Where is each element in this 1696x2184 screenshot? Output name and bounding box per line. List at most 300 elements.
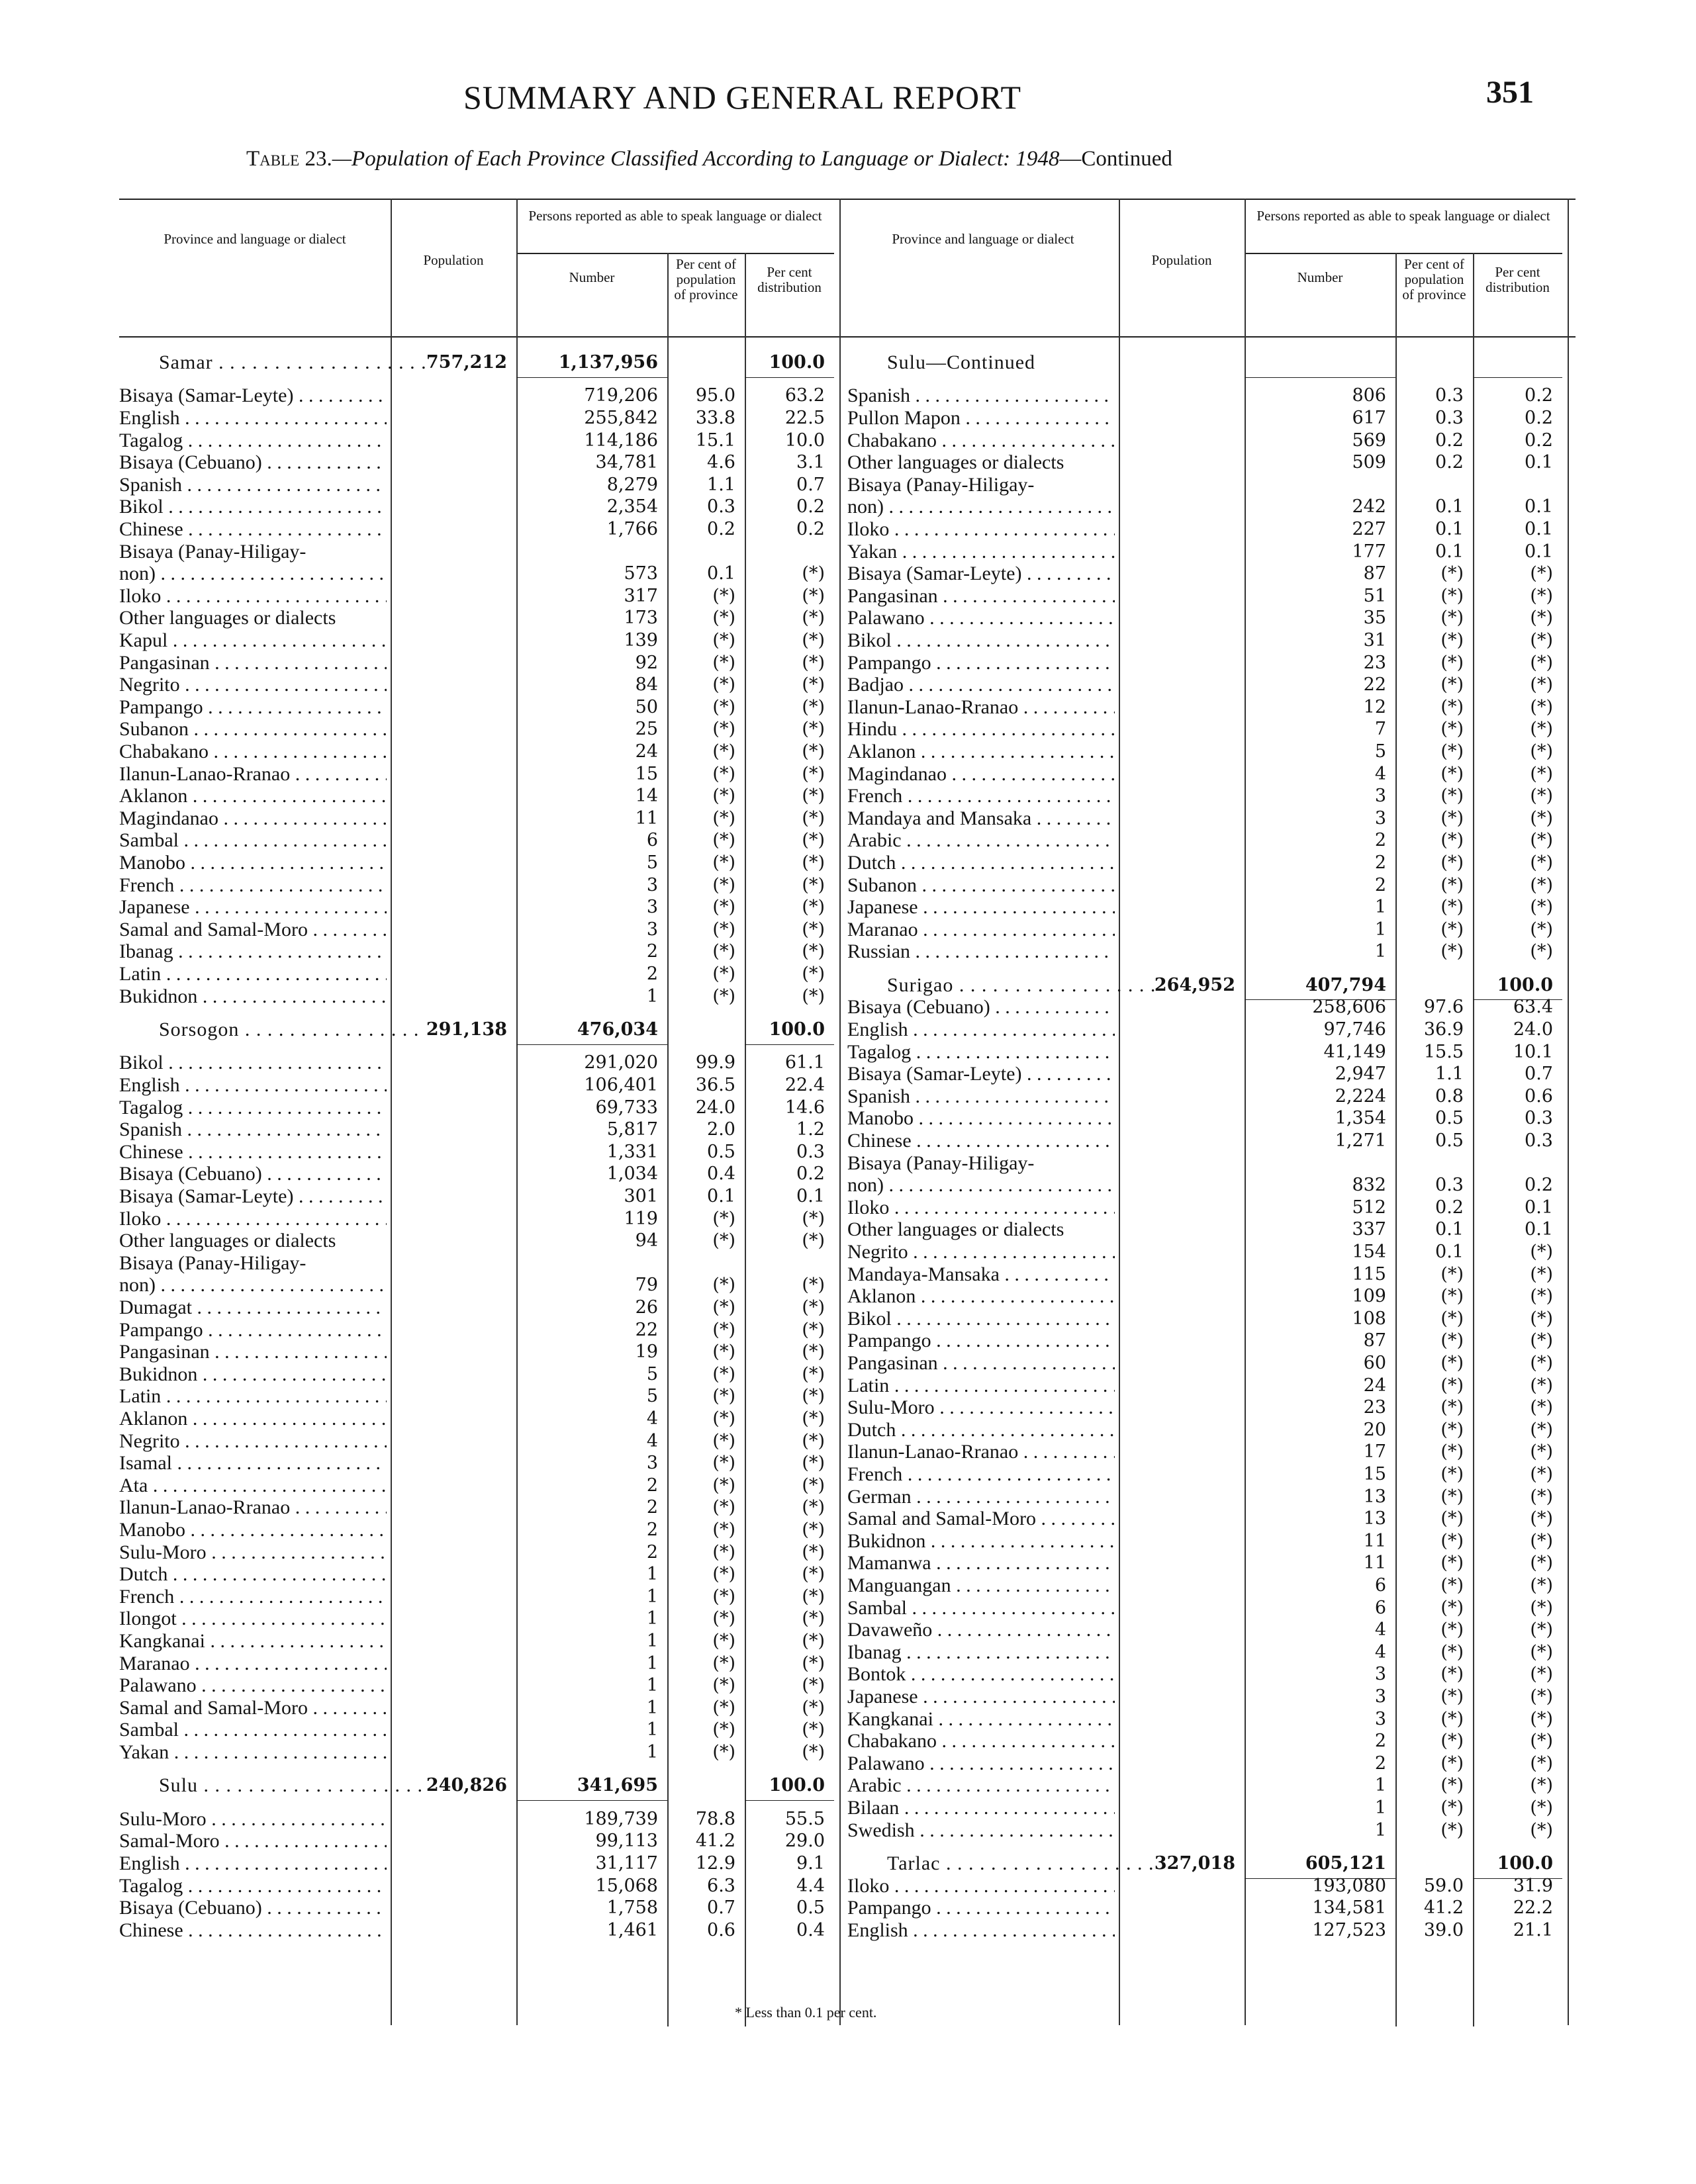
language-row [119,1564,847,1585]
per-cent-population-value: 0.2 [1435,1197,1464,1218]
per-cent-distribution-value: (*) [802,1208,825,1229]
speakers-number: 1 [1374,1797,1386,1818]
speakers-number [516,1253,658,1274]
per-cent-distribution-value: (*) [1530,1441,1553,1462]
province-total-rule [1473,377,1562,378]
language-name: Ilanun-Lanao-Rranao . . . [847,1441,1115,1463]
per-cent-distribution-value: (*) [802,1408,825,1429]
language-name: non) . . . [119,563,387,584]
per-cent-distribution-value: (*) [802,697,825,717]
language-row [119,1586,847,1608]
per-cent-distribution-value: (*) [1530,1709,1553,1729]
language-name: Bisaya (Panay-Hiligay- [847,1153,1035,1174]
population-column-header: Population [423,252,484,268]
per-cent-distribution-value: 0.7 [1525,1064,1553,1084]
language-row [119,1719,847,1741]
language-name: Bisaya (Cebuano) . . . [847,997,1115,1018]
language-name: Latin . . . [119,1386,387,1407]
speakers-number: 23 [1363,653,1386,673]
per-cent-population-value: (*) [712,1542,735,1563]
language-row [847,1441,1576,1463]
group-header-rule [516,253,834,254]
language-row [847,1753,1576,1774]
per-cent-distribution-value: 0.6 [1525,1086,1553,1107]
language-row [119,1408,847,1430]
per-cent-distribution-value: (*) [1530,786,1553,806]
population-value: 327,018 [1154,1853,1235,1874]
language-name: Chabakano . . . [847,1731,1115,1752]
language-name: Sulu-Moro . . . [847,1397,1115,1418]
language-name: Yakan . . . [119,1742,387,1763]
province-total-rule [516,1800,667,1801]
speakers-number: 569 [1352,430,1386,451]
language-name: Iloko . . . [847,1197,1115,1218]
province-row [847,1853,1576,1874]
language-row [119,1142,847,1163]
speakers-number: 189,739 [584,1809,658,1829]
language-row [119,852,847,874]
speakers-number: 31 [1363,630,1386,651]
per-cent-distribution-value: 14.6 [784,1097,825,1118]
language-name: Latin . . . [847,1375,1115,1396]
language-row [847,1086,1576,1107]
language-name: Bisaya (Panay-Hiligay- [119,541,306,563]
language-name: Mandaya-Mansaka . . . [847,1264,1115,1285]
speakers-number: 573 [624,563,658,584]
language-name: Bisaya (Samar-Leyte) . . . [119,385,387,406]
per-cent-population-value: (*) [712,1320,735,1340]
province-total-rule [516,377,667,378]
language-row [847,1242,1576,1263]
language-name: Ilanun-Lanao-Rranao . . . [847,697,1115,718]
per-cent-population-value: (*) [712,875,735,895]
per-cent-distribution-value: (*) [802,1631,825,1651]
language-row [847,630,1576,651]
per-cent-population-value: (*) [712,1386,735,1406]
population-value: 291,138 [426,1019,507,1040]
language-name: English . . . [847,1920,1115,1941]
language-name: Japanese . . . [847,1686,1115,1707]
per-cent-population-value: (*) [1440,1420,1464,1440]
table-left-half [119,192,847,2032]
per-cent-population-value: (*) [1440,1531,1464,1551]
language-row [119,808,847,829]
language-name: Palawano . . . [847,1753,1115,1774]
speakers-number: 119 [624,1208,658,1229]
language-name: Sambal . . . [847,1598,1115,1619]
speakers-number: 1 [1374,919,1386,940]
language-name: Tagalog . . . [119,430,387,451]
per-cent-distribution-value: (*) [1530,1375,1553,1396]
language-row [119,1386,847,1407]
per-cent-distribution-column-header: Per cent distribution [757,264,822,295]
language-name: English . . . [119,408,387,429]
per-cent-population-value: (*) [712,986,735,1007]
per-cent-distribution-value: 100.0 [1497,1853,1553,1874]
language-row [847,1153,1576,1174]
per-cent-population-value: 0.1 [1435,1242,1464,1262]
per-cent-population-value: (*) [1440,786,1464,806]
per-cent-distribution-value: (*) [802,1608,825,1629]
per-cent-distribution-value: 63.2 [784,385,825,406]
language-row [119,1342,847,1363]
language-row [119,1675,847,1696]
speakers-number: 617 [1352,408,1386,428]
language-name: Bisaya (Cebuano) . . . [119,452,387,473]
language-row [119,986,847,1007]
per-cent-population-value: (*) [1440,741,1464,762]
speakers-number: 5,817 [606,1119,658,1140]
per-cent-distribution-value: (*) [1530,1330,1553,1351]
per-cent-population-value: (*) [1440,1353,1464,1373]
language-row [119,1853,847,1874]
per-cent-distribution-value: (*) [802,1453,825,1473]
per-cent-population-value [1395,475,1464,496]
province-column-header: Province and language or dialect [164,231,346,247]
per-cent-population-value: (*) [712,1631,735,1651]
language-row [847,808,1576,829]
speakers-number: 2,224 [1335,1086,1386,1107]
per-cent-population-value: 2.0 [707,1119,735,1140]
speakers-number: 301 [624,1186,658,1206]
language-row [847,852,1576,874]
language-row [847,741,1576,762]
speakers-number: 3 [646,875,658,895]
per-cent-distribution-value [1473,1153,1553,1174]
per-cent-distribution-value: 0.3 [1525,1130,1553,1151]
language-row [119,1876,847,1897]
per-cent-distribution-value [1473,352,1553,373]
per-cent-distribution-value: (*) [1530,897,1553,917]
per-cent-distribution-value: (*) [802,674,825,695]
number-column-header: Number [569,269,615,285]
language-row [847,1197,1576,1218]
language-name: Subanon . . . [847,875,1115,896]
per-cent-distribution-column-header: Per cent distribution [1485,264,1550,295]
per-cent-population-value: 24.0 [695,1097,735,1118]
per-cent-population-value: (*) [1440,608,1464,628]
per-cent-distribution-value: (*) [1530,719,1553,739]
speakers-number: 173 [624,608,658,628]
language-row [119,1208,847,1230]
speakers-number: 255,842 [584,408,658,428]
language-name: Samal and Samal-Moro . . . [119,919,387,940]
per-cent-distribution-value: (*) [1530,630,1553,651]
per-cent-distribution-value: (*) [1530,1642,1553,1662]
page-title: SUMMARY AND GENERAL REPORT [463,79,1021,116]
per-cent-distribution-value: (*) [802,741,825,762]
language-row [119,563,847,584]
per-cent-distribution-value: (*) [1530,830,1553,850]
language-row [119,1163,847,1185]
speakers-number: 1,766 [606,519,658,539]
per-cent-population-value: (*) [1440,1308,1464,1329]
per-cent-distribution-value: 0.2 [1525,1175,1553,1195]
per-cent-population-value: 0.1 [707,1186,735,1206]
speakers-number: 317 [624,586,658,606]
per-cent-population-value: (*) [1440,1731,1464,1751]
speakers-number: 139 [624,630,658,651]
language-name: Swedish . . . [847,1820,1115,1841]
speakers-number: 2 [1374,1753,1386,1774]
speakers-number: 3 [646,897,658,917]
per-cent-distribution-value: 24.0 [1513,1019,1553,1040]
speakers-number: 15 [635,764,658,784]
per-cent-population-value: (*) [1440,586,1464,606]
language-row [119,764,847,785]
language-row [119,1052,847,1073]
per-cent-distribution-value: 0.1 [1525,519,1553,539]
persons-reported-group-header: Persons reported as able to speak language or dialect [1256,208,1550,224]
per-cent-population-value: 39.0 [1423,1920,1464,1940]
language-name: Manobo . . . [119,1520,387,1541]
speakers-number: 6 [646,830,658,850]
speakers-number [1245,475,1386,496]
language-row [847,1019,1576,1040]
language-name: Samal and Samal-Moro . . . [847,1508,1115,1529]
per-cent-distribution-value: (*) [1530,1308,1553,1329]
language-name: Negrito . . . [847,1242,1115,1263]
per-cent-population-value: 0.3 [1435,1175,1464,1195]
province-row [119,1775,847,1796]
language-name: Japanese . . . [847,897,1115,918]
per-cent-distribution-value: (*) [802,1386,825,1406]
speakers-number: 2 [646,1520,658,1540]
language-row [847,1286,1576,1307]
speakers-number: 1 [1374,897,1386,917]
language-name: Chabakano . . . [847,430,1115,451]
language-name: Manguangan . . . [847,1575,1115,1596]
population-value [1119,352,1235,373]
per-cent-population-value: (*) [712,1586,735,1607]
per-cent-distribution-value: (*) [1530,608,1553,628]
language-row [847,1042,1576,1063]
language-name: Ata . . . [119,1475,387,1496]
speakers-number: 193,080 [1312,1876,1386,1896]
speakers-number: 291,020 [584,1052,658,1073]
speakers-number: 109 [1352,1286,1386,1306]
speakers-number: 407,794 [1305,975,1386,995]
speakers-number: 60 [1363,1353,1386,1373]
per-cent-distribution-value: 4.4 [796,1876,825,1896]
population-value: 240,826 [426,1775,507,1796]
province-row [119,352,847,373]
language-name: Bukidnon . . . [119,986,387,1007]
speakers-number: 92 [635,653,658,673]
per-cent-population-value: (*) [1440,941,1464,962]
per-cent-population-value: (*) [1440,1441,1464,1462]
speakers-number: 94 [635,1230,658,1251]
speakers-number: 1 [646,1564,658,1584]
per-cent-population-value: (*) [712,919,735,940]
per-cent-population-value: (*) [712,897,735,917]
speakers-number: 1 [1374,1820,1386,1841]
speakers-number: 25 [635,719,658,739]
language-row [119,385,847,406]
per-cent-distribution-value [1473,475,1553,496]
speakers-number: 12 [1363,697,1386,717]
speakers-number: 5 [646,1386,658,1406]
language-name: Bisaya (Panay-Hiligay- [847,475,1035,496]
per-cent-population-value: (*) [1440,1642,1464,1662]
speakers-number: 8,279 [606,475,658,495]
language-row [847,697,1576,718]
speakers-number [1245,352,1386,373]
speakers-number: 2 [646,1475,658,1496]
speakers-number: 154 [1352,1242,1386,1262]
language-row [847,1219,1576,1240]
language-name: Iloko . . . [119,586,387,607]
speakers-number: 605,121 [1305,1853,1386,1874]
per-cent-distribution-value: (*) [802,941,825,962]
speakers-number: 3 [646,919,658,940]
per-cent-distribution-value: (*) [1530,1486,1553,1507]
language-name: German . . . [847,1486,1115,1508]
language-name: Pampango . . . [119,1320,387,1341]
language-name: Iloko . . . [847,519,1115,540]
per-cent-distribution-value: (*) [802,630,825,651]
per-cent-distribution-value: 22.2 [1513,1897,1553,1918]
speakers-number: 1 [646,1631,658,1651]
per-cent-distribution-value: (*) [802,1675,825,1696]
speakers-number: 4 [646,1431,658,1451]
speakers-number: 1,758 [606,1897,658,1918]
per-cent-population-value: (*) [712,1742,735,1762]
page-header [0,0,1696,199]
per-cent-distribution-value: 100.0 [769,1775,825,1796]
language-name: Dutch . . . [119,1564,387,1585]
per-cent-population-value: (*) [1440,852,1464,873]
speakers-number: 2 [1374,830,1386,850]
per-cent-population-value: (*) [1440,1686,1464,1707]
language-name: Ibanag . . . [119,941,387,962]
per-cent-distribution-value: 0.4 [796,1920,825,1940]
language-name: Manobo . . . [119,852,387,874]
speakers-number: 106,401 [584,1075,658,1095]
speakers-number: 84 [635,674,658,695]
per-cent-population-value: (*) [1440,897,1464,917]
language-name: Tagalog . . . [119,1876,387,1897]
speakers-number: 1 [646,986,658,1007]
language-name: Bikol . . . [119,496,387,518]
province-row [119,1019,847,1040]
speakers-number: 11 [1363,1553,1386,1573]
speakers-number: 87 [1363,563,1386,584]
language-name: Iloko . . . [119,1208,387,1230]
speakers-number: 50 [635,697,658,717]
language-name: French . . . [119,1586,387,1608]
per-cent-distribution-value: 0.2 [1525,408,1553,428]
speakers-number: 806 [1352,385,1386,406]
language-row [847,1920,1576,1941]
per-cent-distribution-value: (*) [802,1542,825,1563]
number-column-header: Number [1297,269,1343,285]
language-row [847,1397,1576,1418]
province-name: Sulu . . . [119,1775,426,1796]
per-cent-distribution-value: 0.2 [1525,430,1553,451]
province-total-rule [1245,377,1395,378]
per-cent-population-value: (*) [712,1698,735,1718]
persons-reported-group-header: Persons reported as able to speak language or dialect [528,208,822,224]
per-cent-distribution-value: (*) [802,1653,825,1674]
speakers-number: 2 [1374,1731,1386,1751]
per-cent-distribution-value: (*) [1530,941,1553,962]
language-row [847,1598,1576,1619]
per-cent-population-value: 33.8 [695,408,735,428]
language-name: Isamal . . . [119,1453,387,1474]
per-cent-distribution-value: 3.1 [796,452,825,473]
per-cent-population-value: 0.1 [707,563,735,584]
language-name: Hindu . . . [847,719,1115,740]
per-cent-distribution-value: (*) [802,719,825,739]
per-cent-distribution-value: (*) [1530,1664,1553,1684]
language-row [847,1330,1576,1351]
per-cent-population-value: (*) [712,1653,735,1674]
per-cent-population-value: (*) [1440,674,1464,695]
language-name: Dutch . . . [847,852,1115,874]
language-name: Aklanon . . . [847,741,1115,762]
language-row [119,1897,847,1919]
language-name: Bisaya (Cebuano) . . . [119,1897,387,1919]
language-row [119,1097,847,1118]
language-row [119,964,847,985]
language-name: Negrito . . . [119,674,387,696]
speakers-number: 341,695 [577,1775,658,1796]
speakers-number: 3 [1374,808,1386,829]
language-row [847,786,1576,807]
language-name: Bikol . . . [847,1308,1115,1330]
per-cent-population-value: (*) [1440,1797,1464,1818]
language-row [847,1575,1576,1596]
per-cent-distribution-value: 31.9 [1513,1876,1553,1896]
language-row [119,519,847,540]
language-row [119,741,847,762]
speakers-number: 3 [1374,1709,1386,1729]
language-name: Aklanon . . . [119,1408,387,1430]
per-cent-distribution-value: (*) [1530,852,1553,873]
per-cent-population-value: (*) [712,1230,735,1251]
per-cent-distribution-value: (*) [1530,808,1553,829]
per-cent-distribution-value: 0.5 [796,1897,825,1918]
language-name: Aklanon . . . [847,1286,1115,1307]
language-name: Kapul . . . [119,630,387,651]
language-name: Other languages or dialects [119,1230,336,1251]
per-cent-distribution-value: 55.5 [784,1809,825,1829]
per-cent-population-value: 15.5 [1423,1042,1464,1062]
per-cent-distribution-value: 0.2 [796,519,825,539]
per-cent-population-value: 0.1 [1435,541,1464,562]
language-row [847,1897,1576,1919]
per-cent-population-value: (*) [712,830,735,850]
per-cent-distribution-value: (*) [802,897,825,917]
header-top-rule [847,199,1576,200]
per-cent-distribution-value: (*) [1530,1686,1553,1707]
per-cent-population-value [667,1253,735,1274]
speakers-number: 41,149 [1323,1042,1386,1062]
language-name: Maranao . . . [119,1653,387,1674]
per-cent-population-value: 99.9 [695,1052,735,1073]
language-name: Spanish . . . [847,385,1115,406]
speakers-number: 14 [635,786,658,806]
per-cent-population-value: (*) [712,586,735,606]
per-cent-distribution-value: (*) [802,1564,825,1584]
per-cent-distribution-value: 0.2 [796,496,825,517]
language-name: Chinese . . . [119,519,387,540]
per-cent-population-value: 0.1 [1435,496,1464,517]
per-cent-population-value: (*) [1440,808,1464,829]
per-cent-population-value: 36.9 [1423,1019,1464,1040]
speakers-number: 79 [635,1275,658,1295]
